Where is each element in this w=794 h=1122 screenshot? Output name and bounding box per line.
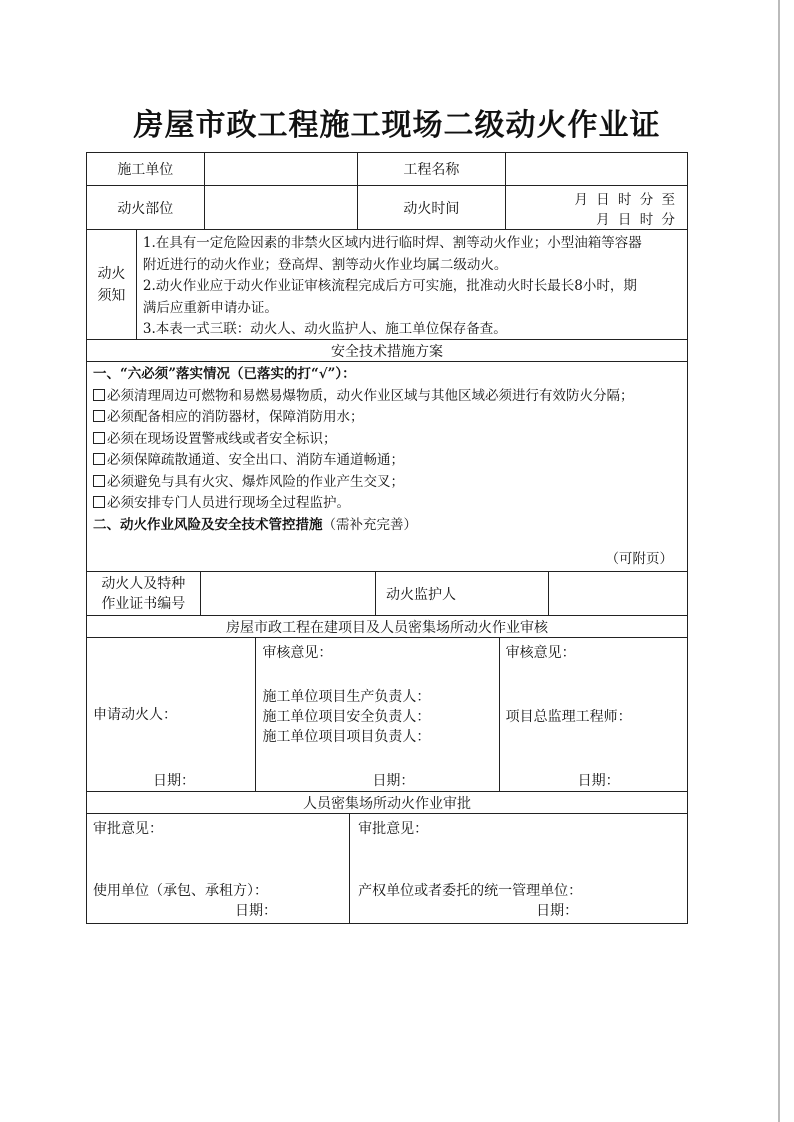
- checkbox-icon[interactable]: [93, 496, 105, 508]
- project-name-field[interactable]: [506, 153, 687, 185]
- guardian-label: 动火监护人: [376, 572, 549, 615]
- notice-line: 2.动火作业应于动火作业证审核流程完成后方可实施，批准动火时长最长8小时，期: [142, 278, 637, 294]
- owner-unit-cell[interactable]: [350, 814, 687, 923]
- construction-review-cell[interactable]: [256, 638, 499, 791]
- operator-field[interactable]: [201, 572, 376, 615]
- notice-line: 满后应重新申请办证。: [142, 299, 278, 316]
- row-fire-location: [86, 186, 688, 230]
- checklist-item[interactable]: 必须安排专门人员进行现场全过程监护。: [93, 493, 681, 515]
- row-persons: [86, 572, 688, 616]
- supervisor-review-cell[interactable]: [500, 638, 687, 791]
- notice-line: 3.本表一式三联：动火人、动火监护人、施工单位保存备查。: [142, 321, 507, 337]
- owner-unit-label: 产权单位或者委托的统一管理单位：: [358, 883, 583, 899]
- fire-location-label: 动火部位: [87, 186, 205, 229]
- safety-header: 安全技术措施方案: [331, 343, 443, 360]
- fire-time-start: 月 日 时 分 至: [574, 191, 678, 208]
- supervisor-review-date: 日期：: [577, 773, 620, 789]
- row-approval: [86, 814, 688, 924]
- checklist-item[interactable]: 必须在现场设置警戒线或者安全标识；: [93, 429, 681, 451]
- fire-time-label: 动火时间: [358, 186, 506, 229]
- page-title: 房屋市政工程施工现场二级动火作业证: [133, 108, 661, 143]
- attach-note: （可附页）: [605, 551, 673, 567]
- risk-measures-heading: 二、动火作业风险及安全技术管控措施（需补充完善）: [93, 516, 417, 533]
- six-musts-heading: 一、“六必须”落实情况（已落实的打“√”）：: [93, 366, 356, 382]
- row-construction-unit: [86, 152, 688, 186]
- construction-unit-label: 施工单位: [87, 153, 205, 185]
- permit-form: [86, 152, 688, 924]
- owner-unit-date: 日期：: [536, 903, 579, 919]
- checkbox-icon[interactable]: [93, 475, 105, 487]
- user-unit-opinion: 审批意见：: [93, 821, 163, 837]
- checklist-item[interactable]: 必须清理周边可燃物和易燃易爆物质，动火作业区域与其他区域必须进行有效防火分隔；: [93, 386, 681, 408]
- applicant-date: 日期：: [153, 773, 195, 789]
- guardian-field[interactable]: [549, 572, 687, 615]
- notice-label-line1: 动火: [97, 265, 126, 282]
- project-manager-label: 施工单位项目项目负责人：: [262, 729, 431, 745]
- owner-unit-opinion: 审批意见：: [358, 821, 429, 837]
- supervisor-review-opinion: 审核意见：: [505, 645, 576, 661]
- checkbox-icon[interactable]: [93, 453, 105, 465]
- user-unit-cell[interactable]: [87, 814, 350, 923]
- row-notice: [86, 230, 688, 340]
- user-unit-label: 使用单位（承包、承租方）：: [93, 883, 268, 899]
- checkbox-icon[interactable]: [93, 389, 105, 401]
- row-review: [86, 638, 688, 792]
- checklist-item[interactable]: 必须避免与具有火灾、爆炸风险的作业产生交叉；: [93, 472, 681, 494]
- row-review-header: [86, 616, 688, 638]
- project-name-label: 工程名称: [358, 153, 506, 185]
- operator-label-line1: 动火人及特种: [101, 575, 186, 592]
- safety-measures: [87, 362, 687, 571]
- review-header: 房屋市政工程在建项目及人员密集场所动火作业审核: [226, 619, 548, 636]
- applicant-cell[interactable]: [87, 638, 256, 791]
- notice-label-line2: 须知: [97, 287, 126, 304]
- row-approval-header: [86, 792, 688, 814]
- row-safety-measures: [86, 362, 688, 572]
- applicant-label: 申请动火人：: [93, 707, 177, 723]
- notice-line: 1.在具有一定危险因素的非禁火区域内进行临时焊、割等动火作业；小型油箱等容器: [142, 235, 642, 251]
- construction-review-opinion: 审核意见：: [262, 645, 333, 661]
- checkbox-icon[interactable]: [93, 410, 105, 422]
- notice-label: [87, 230, 137, 339]
- supervisor-label: 项目总监理工程师：: [505, 709, 632, 725]
- construction-unit-field[interactable]: [205, 153, 358, 185]
- fire-time-field[interactable]: [506, 186, 687, 229]
- checklist-item[interactable]: 必须配备相应的消防器材，保障消防用水；: [93, 407, 681, 429]
- user-unit-date: 日期：: [235, 903, 277, 919]
- construction-review-date: 日期：: [372, 773, 415, 789]
- notice-content: [137, 230, 687, 339]
- operator-label-line2: 作业证书编号: [101, 595, 186, 612]
- operator-label: [87, 572, 201, 615]
- notice-line: 附近进行的动火作业；登高焊、割等动火作业均属二级动火。: [142, 256, 508, 273]
- fire-time-end: 月 日 时 分: [596, 211, 678, 228]
- scan-edge-divider: [778, 0, 780, 1122]
- prod-manager-label: 施工单位项目生产负责人：: [262, 689, 431, 705]
- safety-manager-label: 施工单位项目安全负责人：: [262, 709, 431, 725]
- checkbox-icon[interactable]: [93, 432, 105, 444]
- fire-location-field[interactable]: [205, 186, 358, 229]
- approval-header: 人员密集场所动火作业审批: [303, 795, 471, 812]
- checklist-item[interactable]: 必须保障疏散通道、安全出口、消防车通道畅通；: [93, 450, 681, 472]
- row-safety-header: [86, 340, 688, 362]
